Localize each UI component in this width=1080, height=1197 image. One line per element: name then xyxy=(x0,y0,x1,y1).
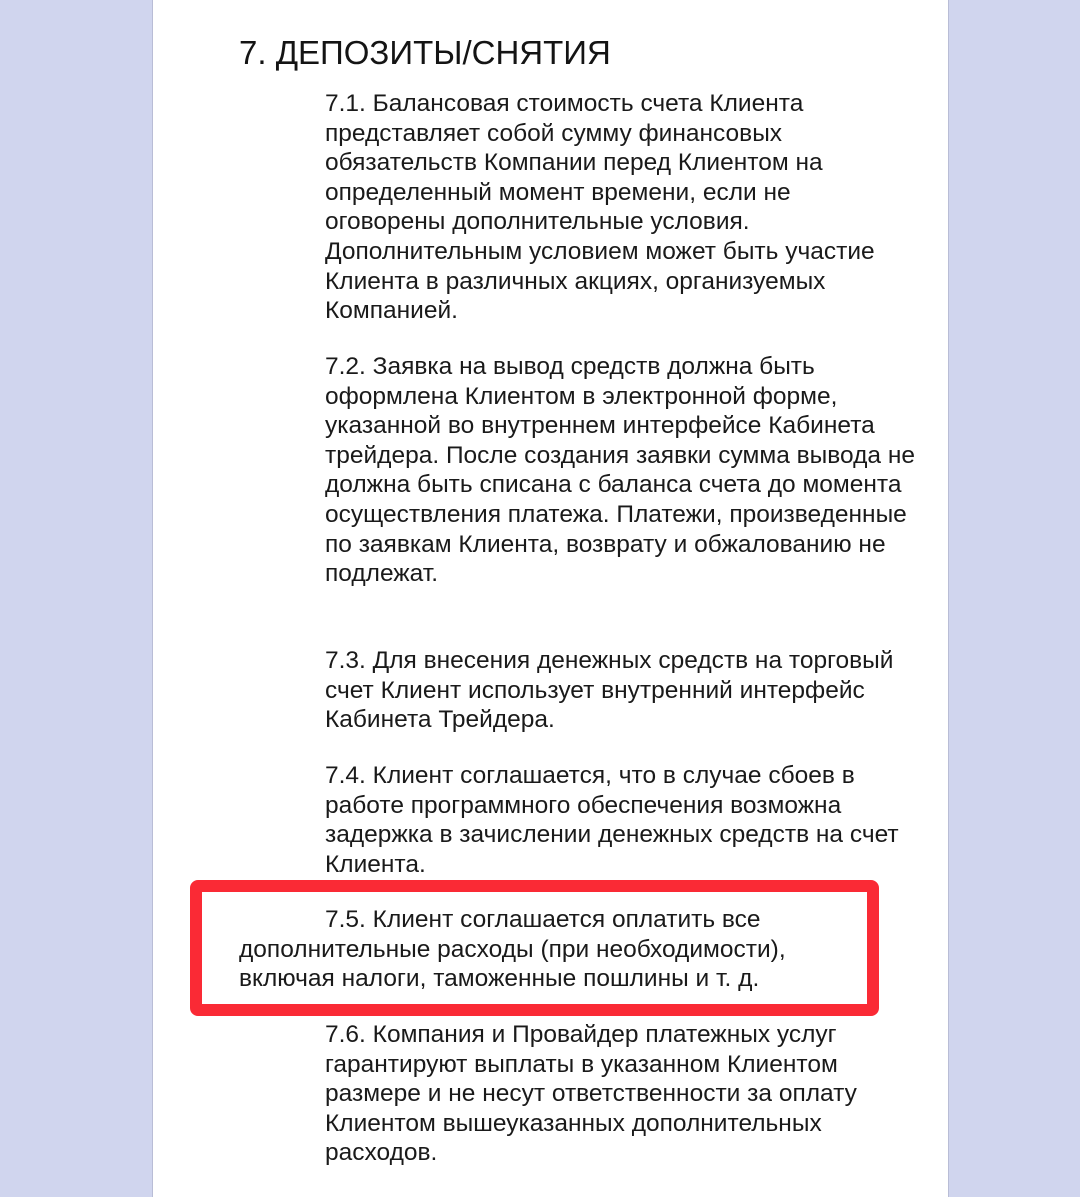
clause-7-5: 7.5. Клиент соглашается оплатить все дополнительные расходы (при необходимости), включая налоги, таможенные пошлины и т. д. xyxy=(239,906,786,993)
clause-7-6: 7.6. Компания и Провайдер платежных услуг гарантируют выплаты в указанном Клиентом размере и не несут ответственности за оплату Клиентом вышеуказанных дополнительных расходов. xyxy=(325,1021,857,1167)
clause-7-2: 7.2. Заявка на вывод средств должна быть оформлена Клиентом в электронной форме, указанной во внутреннем интерфейсе Кабинета трейдера. После создания заявки сумма вывода не должна быть списана с баланса счета до момента осуществления платежа. Платежи, произведенные по заявкам Клиента, возврату и обжалованию не подлежат. xyxy=(325,353,915,588)
clause-7-4: 7.4. Клиент соглашается, что в случае сбоев в работе программного обеспечения возможна задержка в зачислении денежных средств на счет Клиента. xyxy=(325,762,899,878)
document-page xyxy=(152,0,949,1197)
clause-7-3: 7.3. Для внесения денежных средств на торговый счет Клиент использует внутренний интерфейс Кабинета Трейдера. xyxy=(325,647,894,734)
clause-7-1: 7.1. Балансовая стоимость счета Клиента представляет собой сумму финансовых обязательств Компании перед Клиентом на определенный момент времени, если не оговорены дополнительные условия. Дополнительным условием может быть участие Клиента в различных акциях, организуемых Компанией. xyxy=(325,90,875,325)
section-heading: 7. ДЕПОЗИТЫ/СНЯТИЯ xyxy=(239,34,611,71)
